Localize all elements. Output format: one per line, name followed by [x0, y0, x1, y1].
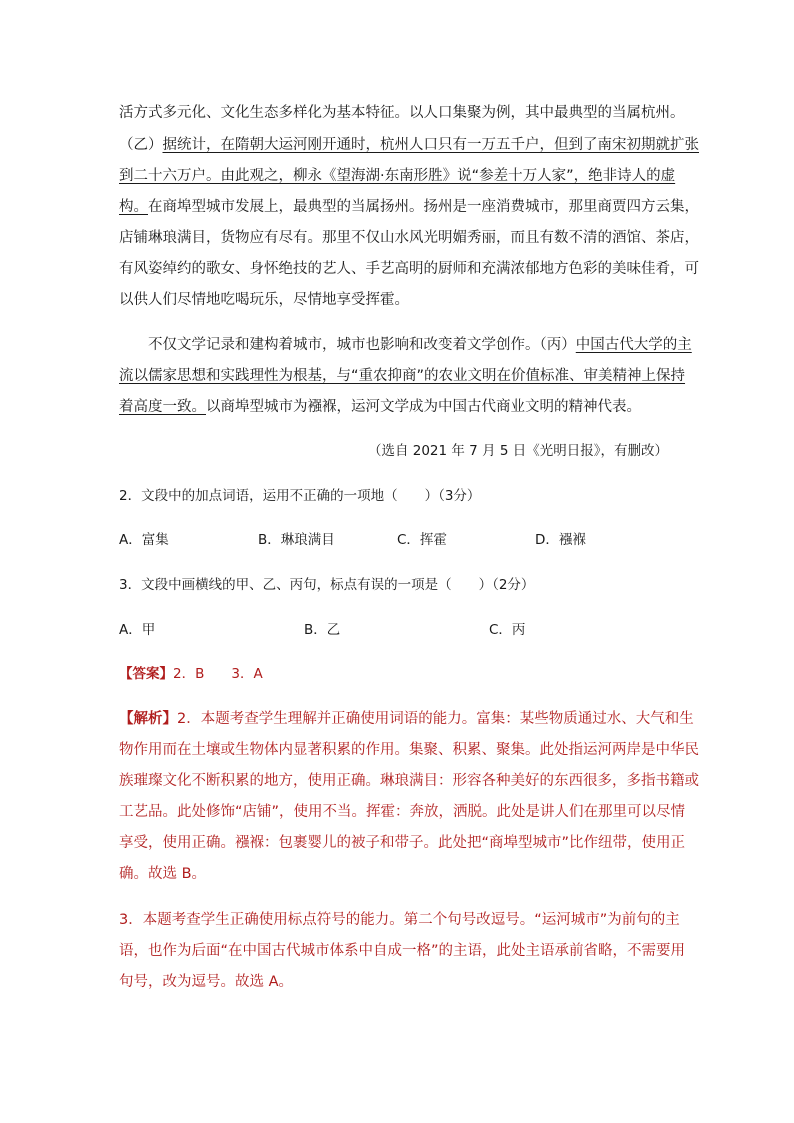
passage-line: 以供人们尽情地吃喝玩乐，尽情地享受挥霍。 [119, 292, 409, 308]
passage-line [119, 135, 699, 155]
underlined-sentence-bing: 流以儒家思想和实践理性为根基，与“重农抑商”的农业文明在价值标准、审美精神上保持 [119, 368, 686, 384]
sentence-marker-yi: （乙） [119, 137, 163, 153]
passage-line: 店铺琳琅满目，货物应有尽有。那里不仅山水风光明媚秀丽，而且有数不清的酒馆、茶店， [119, 230, 699, 246]
q3-option-c: C．丙 [489, 622, 526, 638]
q2-option-d: D．襁褓 [535, 532, 586, 548]
answer-label: 【答案】 [119, 666, 173, 682]
question-3-stem: 3．文段中画横线的甲、乙、丙句，标点有误的一项是（ ）（2分） [119, 577, 535, 593]
q2-option-a: A．富集 [119, 532, 169, 548]
analysis-line: 工艺品。此处修饰“店铺”，使用不当。挥霍：奔放，洒脱。此处是讲人们在那里可以尽情 [119, 804, 686, 820]
analysis-line: 语，也作为后面“在中国古代城市体系中自成一格”的主语，此处主语承前省略，不需要用 [119, 943, 686, 959]
q2-option-b: B．琳琅满目 [258, 532, 335, 548]
underlined-sentence-bing: 着高度一致。 [119, 399, 206, 415]
underlined-sentence-yi: 构。 [119, 199, 148, 215]
source-citation: （选自 2021 年 7 月 5 日《光明日报》，有删改） [367, 443, 668, 459]
passage-line: 有风姿绰约的歌女、身怀绝技的艺人、手艺高明的厨师和充满浓郁地方色彩的美味佳肴，可 [119, 261, 699, 277]
passage-text: 以商埠型城市为襁褓，运河文学成为中国古代商业文明的精神代表。 [206, 399, 641, 415]
passage-line [119, 397, 641, 417]
answer-line [119, 664, 263, 684]
analysis-line: 确。故选 B。 [119, 866, 207, 882]
analysis-line: 族璀璨文化不断积累的地方，使用正确。琳琅满目：形容各种美好的东西很多，多指书籍或 [119, 773, 699, 789]
passage-line [119, 197, 699, 217]
passage-line: 活方式多元化、文化生态多样化为基本特征。以人口集聚为例，其中最典型的当属杭州。 [119, 105, 685, 121]
q2-option-c: C．挥霍 [397, 532, 447, 548]
passage-text: 在商埠型城市发展上，最典型的当属扬州。扬州是一座消费城市，那里商贾四方云集， [148, 199, 699, 215]
analysis-label: 【解析】 [119, 711, 177, 727]
analysis-line: 句号，改为逗号。故选 A。 [119, 974, 294, 990]
underlined-sentence-yi: 据统计，在隋朝大运河刚开通时，杭州人口只有一万五千户，但到了南宋初期就扩张 [162, 137, 699, 153]
analysis-line: 享受，使用正确。襁褓：包裹婴儿的被子和带子。此处把“商埠型城市”比作纽带，使用正 [119, 835, 686, 851]
analysis-line: 3．本题考查学生正确使用标点符号的能力。第二个句号改逗号。“运河城市”为前句的主 [119, 912, 680, 928]
analysis-line [119, 709, 694, 729]
question-2-stem: 2．文段中的加点词语，运用不正确的一项地（ ）（3分） [119, 488, 481, 504]
passage-text: 不仅文学记录和建构着城市，城市也影响和改变着文学创作。（丙） [148, 337, 576, 353]
analysis-text: 2．本题考查学生理解并正确使用词语的能力。富集：某些物质通过水、大气和生 [177, 711, 694, 727]
underlined-sentence-yi: 到二十六万户。由此观之，柳永《望海湖·东南形胜》说“参差十万人家”，绝非诗人的虚 [119, 168, 676, 184]
q3-option-b: B．乙 [304, 622, 341, 638]
answer-text: 2．B 3．A [173, 666, 263, 682]
q3-option-a: A．甲 [119, 622, 156, 638]
underlined-sentence-bing: 中国古代大学的主 [575, 337, 692, 353]
passage-line [148, 335, 692, 355]
analysis-line: 物作用而在土壤或生物体内显著积累的作用。集聚、积累、聚集。此处指运河两岸是中华民 [119, 742, 699, 758]
